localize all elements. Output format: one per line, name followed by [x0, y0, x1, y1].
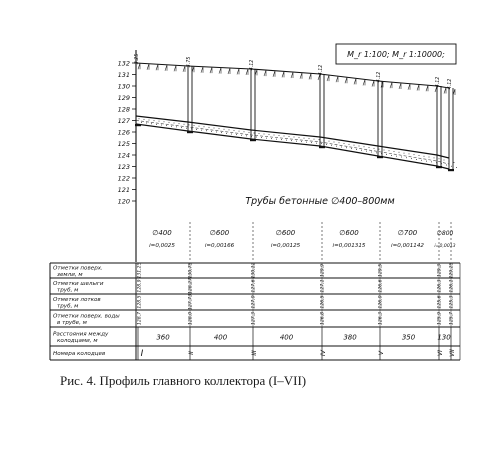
pipe-stipple — [256, 137, 257, 138]
pipe-stipple — [409, 153, 410, 154]
pipe-stipple — [404, 153, 405, 154]
pipe-stipple — [291, 140, 292, 141]
pipe-stipple — [224, 129, 225, 130]
table-row-label: Отметки поверх. воды — [53, 313, 120, 320]
well-number: I — [140, 349, 144, 359]
pipe-stipple — [386, 154, 387, 155]
elevation-axis — [118, 50, 136, 262]
pipe-stipple — [219, 128, 220, 129]
ground-hatch — [363, 79, 365, 85]
pipe-stipple — [234, 130, 235, 131]
pipe-stipple — [199, 126, 200, 127]
cell-value: 126,8 — [320, 311, 326, 326]
ground-hatch — [426, 85, 428, 91]
well-base — [448, 169, 454, 171]
pipe-stipple — [166, 125, 167, 126]
ground-hatch — [399, 83, 401, 89]
pipe-stipple — [399, 152, 400, 153]
pipe-stipple — [421, 160, 422, 161]
ground-hatch — [300, 73, 302, 79]
axis-tick-label: 130 — [117, 82, 130, 91]
pipe-stipple — [411, 158, 412, 159]
pipe-stipple — [344, 143, 345, 144]
pipe-stipple — [149, 119, 150, 120]
axis-tick-label: 126 — [117, 128, 130, 137]
pipe-stipple — [299, 137, 300, 138]
cell-value: 128,9 — [137, 279, 143, 293]
pipe-stipple — [311, 142, 312, 143]
cell-value: 126,1 — [449, 279, 455, 293]
pipe-stipple — [161, 124, 162, 125]
well-top-label: 4.12 — [377, 71, 382, 83]
pipe-stipple — [146, 123, 147, 124]
cell-value: 126,3 — [378, 311, 384, 326]
ground-hatch — [219, 68, 221, 74]
pipe-stipple — [259, 133, 260, 134]
pipe-stipple — [364, 146, 365, 147]
pipe-stipple — [244, 131, 245, 132]
cell-value: 125,7 — [449, 311, 455, 326]
cell-value: 127,0 — [251, 295, 257, 309]
ground-hatch — [246, 69, 248, 75]
pipe-stipple — [164, 121, 165, 122]
pipe-stipple — [156, 124, 157, 125]
pipe-stipple — [301, 141, 302, 142]
ground-hatch — [444, 88, 446, 94]
pipe-stipple — [249, 132, 250, 133]
ground-hatch — [147, 64, 149, 70]
pipe-stipple — [321, 143, 322, 144]
well-number: V — [378, 350, 385, 356]
pipe-stipple — [284, 136, 285, 137]
pipe-stipple — [241, 135, 242, 136]
well-base — [319, 146, 325, 148]
pipe-stipple — [316, 143, 317, 144]
segment-diameter: ∅600 — [339, 229, 359, 237]
ground-hatch — [183, 66, 185, 72]
pipe-stipple — [264, 134, 265, 135]
pipe-stipple — [151, 123, 152, 124]
pipe-stipple — [174, 123, 175, 124]
pipe-stipple — [376, 152, 377, 153]
pipe-stipple — [269, 134, 270, 135]
pipe-stipple — [349, 144, 350, 145]
axis-tick-label: 125 — [117, 139, 130, 148]
pipe-stipple — [454, 162, 455, 163]
pipe-stipple — [396, 156, 397, 157]
segment-slope: i=0,00125 — [270, 243, 301, 249]
pipe-stipple — [216, 132, 217, 133]
scale-box — [336, 44, 456, 64]
distance-value: 350 — [401, 333, 416, 342]
distance-value: 380 — [343, 333, 357, 342]
pipe-stipple — [314, 139, 315, 140]
pipe-stipple — [369, 147, 370, 148]
ground-hatch — [201, 67, 203, 73]
ground-hatch — [390, 82, 392, 88]
ground-hatch — [291, 72, 293, 78]
pipe-stipple — [366, 151, 367, 152]
pipe-stipple — [236, 134, 237, 135]
axis-tick-label: 131 — [117, 70, 130, 79]
segment-diameter: ∅800 — [436, 230, 454, 237]
axis-tick-label: 121 — [117, 185, 130, 194]
distance-value: 400 — [279, 333, 294, 342]
ground-hatch — [336, 76, 338, 82]
well-number: VII — [449, 349, 456, 357]
cell-value: 129,25 — [449, 262, 455, 279]
pipe-crown — [136, 116, 449, 158]
well-number: IV — [320, 350, 327, 356]
pipe-stipple — [186, 128, 187, 129]
segment-diameter: ∅600 — [209, 229, 230, 237]
pipe-stipple — [144, 119, 145, 120]
cell-value: 125,3 — [449, 295, 455, 309]
pipe-stipple — [159, 121, 160, 122]
pipe-stipple — [254, 133, 255, 134]
ground-hatch — [210, 67, 212, 73]
pipe-stipple — [429, 157, 430, 158]
well-base — [436, 166, 442, 168]
cell-value: 127,1 — [320, 279, 326, 293]
pipe-stipple — [179, 123, 180, 124]
ground-hatch — [327, 75, 329, 81]
pipe-stipple — [384, 149, 385, 150]
pipe-stipple — [424, 156, 425, 157]
well-base — [377, 156, 383, 158]
pipe-stipple — [451, 166, 452, 167]
well-top-label: 4.12 — [436, 76, 441, 88]
pipe-stipple — [176, 126, 177, 127]
cell-value: 129,9 — [320, 263, 326, 278]
ground-hatch — [273, 71, 275, 77]
cell-value: 129,3 — [437, 263, 443, 278]
pipe-stipple — [204, 126, 205, 127]
cell-value: 129,5 — [378, 263, 384, 278]
pipe-stipple — [391, 155, 392, 156]
pipe-stipple — [279, 135, 280, 136]
pipe-stipple — [169, 122, 170, 123]
cell-value: 128,7 — [137, 311, 143, 326]
ground-hatch — [282, 71, 284, 77]
well-number: II — [188, 351, 195, 355]
pipe-stipple — [379, 149, 380, 150]
axis-tick-label: 122 — [117, 174, 130, 183]
pipe-stipple — [239, 131, 240, 132]
pipe-stipple — [319, 139, 320, 140]
pipe-stipple — [196, 129, 197, 130]
ground-hatch — [165, 65, 167, 71]
ground-hatch — [264, 70, 266, 76]
table-row-label: колодцами, м — [57, 338, 98, 344]
ground-line — [136, 63, 449, 88]
table-row-label: Отметки шелыги — [53, 281, 104, 287]
well-base — [135, 124, 141, 126]
well-top-label: 3.25 — [135, 53, 140, 65]
pipe-stipple — [341, 146, 342, 147]
cell-value: 128,5 — [137, 295, 143, 309]
pipe-stipple — [201, 130, 202, 131]
distance-value: 400 — [213, 333, 228, 342]
cell-value: 130,12 — [251, 262, 257, 279]
cell-value: 126,5 — [320, 295, 326, 309]
segment-diameter: ∅700 — [397, 229, 418, 237]
pipe-stipple — [229, 129, 230, 130]
table-row-label: Отметки лотков — [53, 297, 101, 303]
pipe-stipple — [326, 144, 327, 145]
pipe-stipple — [271, 138, 272, 139]
pipe-stipple — [394, 151, 395, 152]
pipe-stipple — [154, 120, 155, 121]
pipe-stipple — [246, 135, 247, 136]
pipe-stipple — [374, 148, 375, 149]
axis-tick-label: 124 — [117, 151, 130, 160]
axis-tick-label: 127 — [117, 116, 130, 125]
well-number: VI — [437, 350, 444, 356]
pipe-stipple — [356, 149, 357, 150]
pipe-stipple — [371, 151, 372, 152]
segment-specs — [149, 222, 456, 260]
axis-tick-label: 128 — [117, 105, 130, 114]
segment-diameter: ∅600 — [275, 229, 296, 237]
pipe-stipple — [434, 157, 435, 158]
ground-hatch — [372, 81, 374, 87]
axis-tick-label: 129 — [117, 93, 130, 102]
pipe-stipple — [339, 142, 340, 143]
pipe-stipple — [329, 141, 330, 142]
pipe-stipple — [211, 131, 212, 132]
pipe-profile — [136, 116, 457, 169]
pipe-stipple — [209, 127, 210, 128]
ground-hatch — [237, 68, 239, 74]
pipe-stipple — [139, 118, 140, 119]
cell-value: 128,27 — [188, 277, 194, 295]
table-row-label: Отметки поверх. — [53, 265, 103, 272]
pipe-stipple — [419, 155, 420, 156]
table-row-label: труб, м — [57, 287, 79, 294]
table-row-label: земли, м — [57, 272, 83, 278]
pipe-stipple — [206, 130, 207, 131]
cell-value: 127,6 — [251, 279, 257, 293]
segment-slope: i=0,0013 — [434, 244, 456, 249]
pipe-stipple — [294, 137, 295, 138]
ground-hatch — [345, 77, 347, 83]
cell-value: 131,25 — [137, 262, 143, 279]
pipe-stipple — [274, 135, 275, 136]
ground-hatch — [156, 64, 158, 70]
pipe-stipple — [231, 133, 232, 134]
pipe-stipple — [346, 147, 347, 148]
cell-value: 127,73 — [188, 293, 194, 311]
pipe-stipple — [401, 156, 402, 157]
cell-value: 125,6 — [437, 295, 443, 309]
pipe-stipple — [439, 158, 440, 159]
pipe-stipple — [266, 138, 267, 139]
water-surface — [136, 120, 449, 164]
pipe-stipple — [276, 139, 277, 140]
well-base — [187, 131, 193, 133]
table-row-label: Расстояния между — [53, 331, 109, 338]
well-top-label: 4.12 — [448, 78, 453, 90]
pipe-stipple — [354, 145, 355, 146]
pipe-stipple — [446, 165, 447, 166]
pipe-stipple — [389, 150, 390, 151]
well-top-label: 4.12 — [250, 59, 255, 71]
pipe-stipple — [416, 159, 417, 160]
pipe-stipple — [456, 167, 457, 168]
pipe-stipple — [189, 124, 190, 125]
table-row-label: в трубе, м — [57, 320, 87, 326]
cell-value: 127,3 — [251, 311, 257, 326]
pipe-stipple — [171, 126, 172, 127]
pipe-stipple — [431, 161, 432, 162]
cell-value: 126,3 — [437, 279, 443, 293]
pipe-title: Трубы бетонные ∅400–800мм — [245, 196, 395, 207]
axis-tick-label: 120 — [117, 197, 130, 206]
pipe-stipple — [281, 139, 282, 140]
pipe-stipple — [181, 127, 182, 128]
pipe-stipple — [426, 161, 427, 162]
pipe-stipple — [309, 138, 310, 139]
segment-slope: i=0,001315 — [332, 243, 366, 249]
pipe-stipple — [226, 133, 227, 134]
cell-value: 128,0 — [188, 311, 194, 326]
well-top-label: 3.75 — [187, 56, 192, 68]
cell-value: 126,6 — [378, 279, 384, 293]
pipe-stipple — [141, 122, 142, 123]
ground-hatch — [309, 73, 311, 79]
segment-diameter: ∅400 — [152, 229, 172, 237]
pipe-stipple — [194, 125, 195, 126]
pipe-stipple — [261, 137, 262, 138]
table-row-label: труб, м — [57, 303, 79, 310]
ground-hatch — [354, 78, 356, 84]
pipe-stipple — [406, 157, 407, 158]
pipe-stipple — [414, 154, 415, 155]
pipe-invert — [136, 124, 449, 169]
pipe-stipple — [214, 128, 215, 129]
ground-surface — [136, 63, 455, 95]
segment-slope: i=0,001142 — [391, 243, 424, 249]
figure-caption: Рис. 4. Профиль главного коллектора (I–VII) — [60, 373, 307, 388]
pipe-stipple — [306, 142, 307, 143]
pipe-stipple — [289, 136, 290, 137]
ground-hatch — [408, 84, 410, 90]
scale-note: M_r 1:100; M_r 1:10000; — [347, 50, 445, 59]
pipe-stipple — [351, 148, 352, 149]
segment-slope: i=0,00166 — [204, 243, 235, 249]
pipe-stipple — [336, 146, 337, 147]
pipe-stipple — [444, 160, 445, 161]
pipe-stipple — [361, 150, 362, 151]
ground-hatch — [417, 84, 419, 90]
axis-tick-label: 132 — [117, 59, 130, 68]
cell-value: 130,75 — [188, 262, 194, 279]
axis-tick-label: 123 — [117, 162, 130, 171]
table-row-label: Номера колодцев — [53, 351, 106, 357]
cell-value: 126,0 — [378, 295, 384, 309]
distance-value: 360 — [156, 333, 170, 342]
pipe-stipple — [286, 140, 287, 141]
pipe-stipple — [221, 132, 222, 133]
profile-table — [50, 262, 460, 360]
pipe-stipple — [331, 145, 332, 146]
pipe-stipple — [334, 141, 335, 142]
pipe-stipple — [296, 141, 297, 142]
segment-slope: i=0,0025 — [149, 243, 175, 249]
pipe-stipple — [359, 145, 360, 146]
pipe-stipple — [184, 124, 185, 125]
ground-hatch — [174, 65, 176, 71]
pipe-stipple — [304, 138, 305, 139]
ground-hatch — [228, 68, 230, 74]
cell-value: 125,9 — [437, 311, 443, 326]
well-top-label: 4.12 — [319, 64, 324, 76]
distance-value: 130 — [437, 333, 451, 342]
well-number: III — [251, 350, 258, 356]
wells — [134, 54, 454, 172]
well-base — [250, 139, 256, 141]
